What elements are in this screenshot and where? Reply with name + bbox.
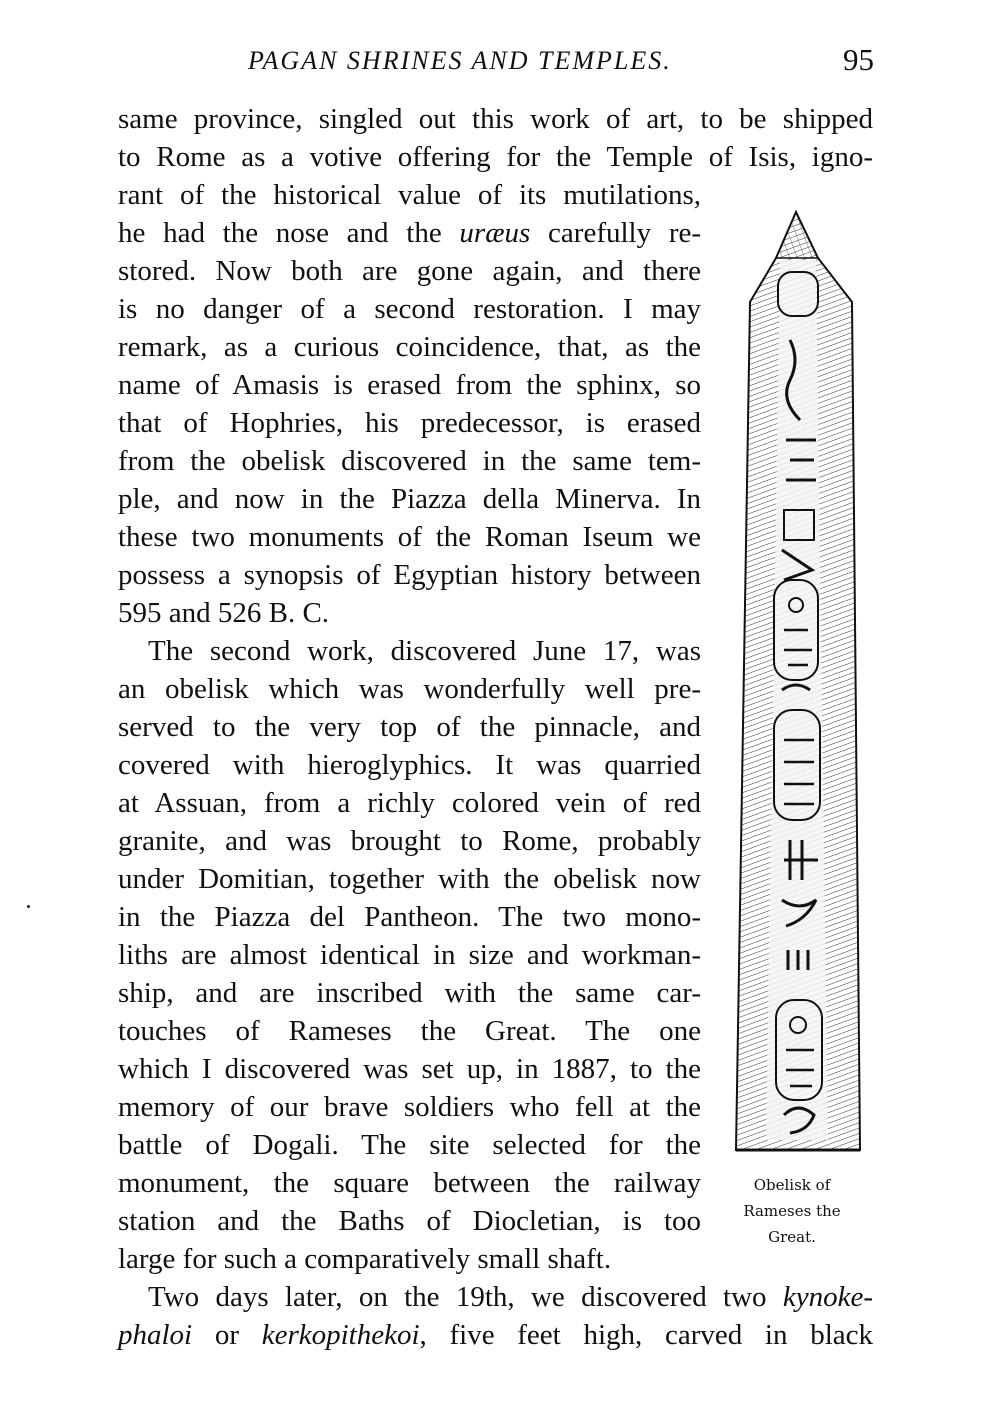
italic-term-kynokephaloi: kynoke- xyxy=(782,1281,873,1313)
text-line: from the obelisk discovered in the same tem- xyxy=(118,445,701,477)
text-line: rant of the historical value of its mutilations, xyxy=(118,179,701,211)
figure-caption xyxy=(727,1172,857,1250)
text-line: liths are almost identical in size and workman- xyxy=(118,939,701,971)
text-line: monument, the square between the railway xyxy=(118,1167,701,1199)
page-number: 95 xyxy=(843,42,874,77)
text-line: which I discovered was set up, in 1887, to the xyxy=(118,1053,701,1085)
text-line: name of Amasis is erased from the sphinx, so xyxy=(118,369,701,401)
text-line: in the Piazza del Pantheon. The two mono- xyxy=(118,901,701,933)
text-line xyxy=(118,214,701,252)
italic-term-uraeus: uræus xyxy=(459,217,531,249)
text-line: at Assuan, from a richly colored vein of red xyxy=(118,787,701,819)
text-line xyxy=(118,1316,873,1354)
italic-term-phaloi: phaloi xyxy=(118,1319,193,1351)
text-line-last: 595 and 526 B. C. xyxy=(118,597,330,629)
running-title: PAGAN SHRINES AND TEMPLES. xyxy=(248,46,672,75)
text-line: remark, as a curious coincidence, that, as the xyxy=(118,331,701,363)
text-line: station and the Baths of Diocletian, is too xyxy=(118,1205,701,1237)
text-line: served to the very top of the pinnacle, and xyxy=(118,711,701,743)
text-segment: he had the nose and the xyxy=(118,217,460,249)
obelisk-engraving xyxy=(720,210,868,1160)
text-line: touches of Rameses the Great. The one xyxy=(118,1015,701,1047)
text-line: ship, and are inscribed with the same car- xyxy=(118,977,701,1009)
text-line: that of Hophries, his predecessor, is erased xyxy=(118,407,701,439)
text-line: ple, and now in the Piazza della Minerva. In xyxy=(118,483,701,515)
text-line: these two monuments of the Roman Iseum we xyxy=(118,521,701,553)
text-line: battle of Dogali. The site selected for the xyxy=(118,1129,701,1161)
text-segment: Two days later, on the 19th, we discovered two xyxy=(148,1281,783,1313)
caption-line: Rameses the xyxy=(743,1202,841,1220)
text-line-indent xyxy=(148,1278,873,1316)
text-line: memory of our brave soldiers who fell at the xyxy=(118,1091,701,1123)
text-line: an obelisk which was wonderfully well pre- xyxy=(118,673,701,705)
text-line-indent: The second work, discovered June 17, was xyxy=(148,635,701,667)
text-segment: or xyxy=(192,1319,262,1351)
italic-term-kerkopithekoi: kerkopithekoi xyxy=(261,1319,420,1351)
page-header xyxy=(118,42,878,82)
caption-line: Obelisk of xyxy=(753,1176,831,1194)
text-line: to Rome as a votive offering for the Temple of Isis, igno- xyxy=(118,141,873,173)
text-line: granite, and was brought to Rome, probably xyxy=(118,825,701,857)
text-line: under Domitian, together with the obelisk now xyxy=(118,863,701,895)
text-segment: carefully re- xyxy=(530,217,701,249)
text-line: possess a synopsis of Egyptian history between xyxy=(118,559,701,591)
text-segment: , five feet high, carved in black xyxy=(419,1319,873,1351)
text-line: covered with hieroglyphics. It was quarried xyxy=(118,749,701,781)
text-line: stored. Now both are gone again, and there xyxy=(118,255,701,287)
text-line: same province, singled out this work of art, to be shipped xyxy=(118,103,873,135)
text-line-last: large for such a comparatively small shaft. xyxy=(118,1243,612,1275)
caption-line: Great. xyxy=(768,1228,816,1246)
obelisk-illustration xyxy=(720,210,868,1160)
stray-mark xyxy=(27,905,30,908)
text-line: is no danger of a second restoration. I may xyxy=(118,293,701,325)
